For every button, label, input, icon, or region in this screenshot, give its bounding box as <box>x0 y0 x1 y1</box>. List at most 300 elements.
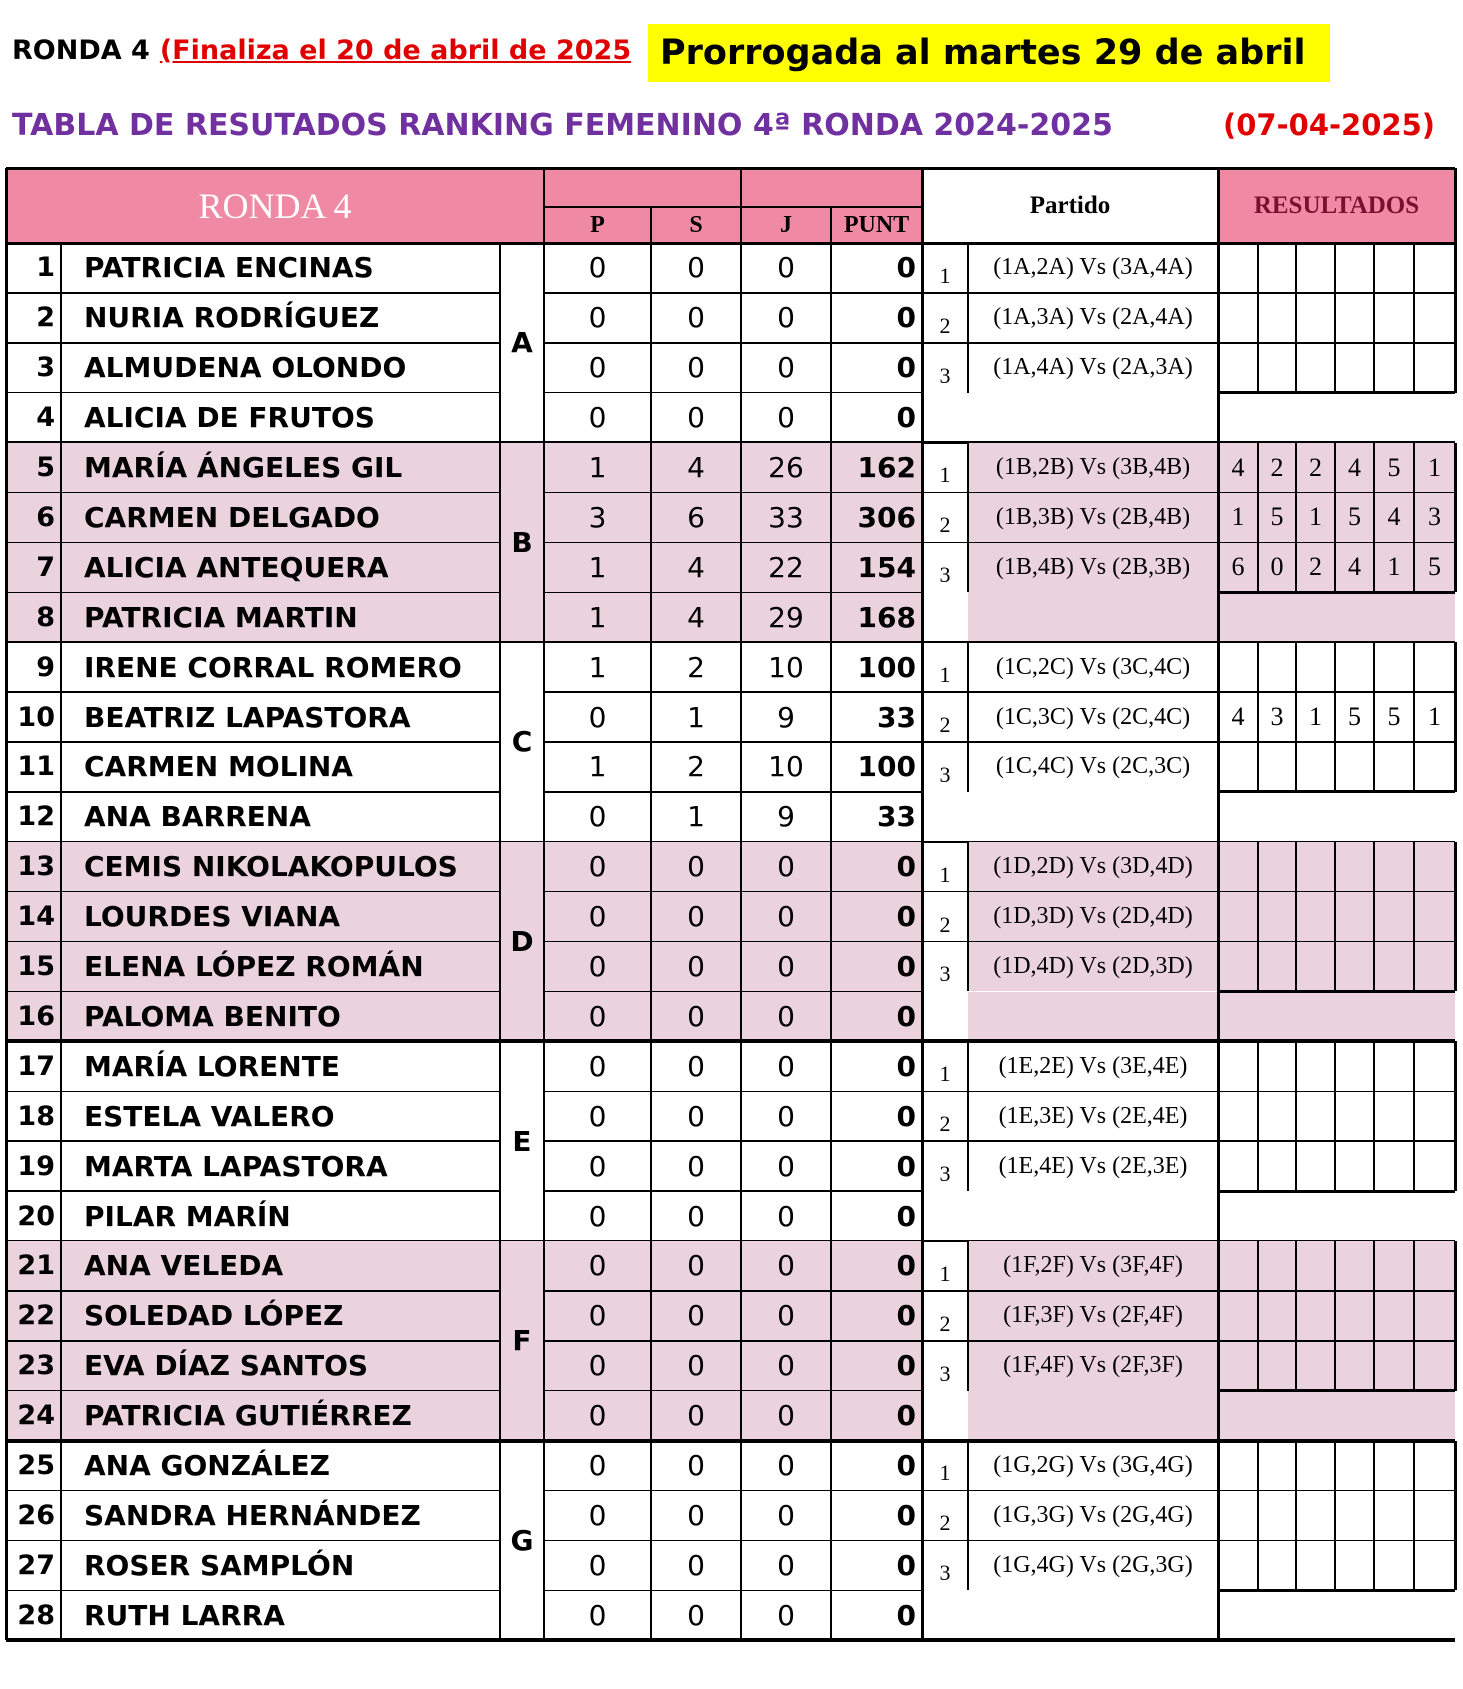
match-pairing: (1B,4B) Vs (2B,3B) <box>968 542 1218 592</box>
player-punt: 0 <box>831 842 922 892</box>
match-result-set <box>1258 343 1296 393</box>
player-punt: 0 <box>896 401 916 435</box>
grid-line <box>1218 1140 1455 1142</box>
match-result-set <box>1414 942 1455 992</box>
match-result-set <box>1374 243 1414 293</box>
grid-line <box>1218 990 1455 993</box>
player-number: 11 <box>17 751 55 783</box>
match-result-set <box>1335 293 1374 343</box>
player-s: 0 <box>687 1449 705 1483</box>
match-pairing-empty <box>968 1191 1218 1241</box>
grid-line <box>1413 1241 1415 1391</box>
match-pairing: (1F,3F) Vs (2F,4F) <box>968 1291 1218 1341</box>
match-pairing: (1G,2G) Vs (3G,4G) <box>993 1452 1193 1479</box>
player-s: 0 <box>687 1149 705 1183</box>
player-p: 1 <box>544 592 651 642</box>
player-s: 6 <box>651 493 741 543</box>
match-number: 1 <box>939 1260 951 1286</box>
group-c-letter: C <box>511 725 533 759</box>
match-result-set <box>1258 1141 1296 1191</box>
grid-line <box>1218 941 1455 943</box>
grid-line <box>6 342 500 344</box>
player-j: 0 <box>777 401 795 435</box>
grid-line <box>60 243 62 443</box>
player-s: 0 <box>651 892 741 942</box>
grid-line <box>5 443 8 643</box>
match-result-set <box>1335 1041 1374 1091</box>
player-punt: 0 <box>896 1449 916 1483</box>
match-result-set <box>1414 1241 1455 1291</box>
grid-line <box>921 842 924 1042</box>
match-pairing: (1C,2C) Vs (3C,4C) <box>995 653 1191 680</box>
grid-line <box>740 642 742 842</box>
grid-line <box>1218 1340 1455 1342</box>
group-b-letter: B <box>500 443 544 643</box>
col-header-j: J <box>780 211 792 238</box>
match-result-set <box>1414 343 1455 393</box>
match-number-empty <box>922 592 968 642</box>
grid-line <box>544 991 922 993</box>
grid-line <box>1218 391 1455 394</box>
match-result-set <box>1335 1441 1374 1491</box>
player-p: 1 <box>544 443 651 493</box>
match-result-set <box>1218 293 1258 343</box>
grid-line <box>544 1540 922 1542</box>
match-result-set: 1 <box>1374 542 1414 592</box>
match-result-set <box>1374 942 1414 992</box>
grid-line <box>5 168 8 243</box>
player-number: 12 <box>17 801 55 833</box>
round-label: RONDA 4 <box>12 34 150 66</box>
match-result-set <box>1335 343 1374 393</box>
match-result-set <box>1296 1141 1335 1191</box>
grid-line <box>1334 443 1336 593</box>
match-result-set <box>1258 1540 1296 1590</box>
grid-line <box>1454 842 1457 992</box>
grid-line <box>740 1041 742 1241</box>
player-j: 0 <box>741 1391 831 1441</box>
match-result-set <box>1335 642 1374 692</box>
grid-line <box>60 1041 62 1241</box>
match-result-set: 1 <box>1296 493 1335 543</box>
player-j: 0 <box>741 992 831 1042</box>
grid-line <box>1413 1441 1415 1591</box>
grid-line <box>1218 1190 1455 1193</box>
match-result-set: 4 <box>1374 493 1414 543</box>
match-result-set <box>1414 892 1455 942</box>
grid-line <box>1218 790 1455 793</box>
match-number: 2 <box>939 911 951 937</box>
match-result-set <box>1374 1441 1414 1491</box>
match-result-set <box>1374 1341 1414 1391</box>
player-punt: 0 <box>896 1149 916 1183</box>
player-j: 9 <box>777 800 795 834</box>
grid-line <box>544 941 922 943</box>
grid-line <box>544 1590 922 1592</box>
grid-line <box>1217 1041 1220 1241</box>
group-f-letter: F <box>500 1241 544 1441</box>
match-result-set <box>1374 1291 1414 1341</box>
match-pairing: (1A,4A) Vs (2A,3A) <box>993 354 1193 381</box>
grid-line <box>1218 542 1455 544</box>
grid-line <box>1218 1589 1455 1592</box>
player-number: 18 <box>17 1100 55 1132</box>
player-punt: 0 <box>831 1241 922 1291</box>
player-s: 0 <box>651 992 741 1042</box>
grid-line <box>1295 243 1297 393</box>
player-j: 0 <box>777 351 795 385</box>
match-result-set <box>1258 892 1296 942</box>
player-punt: 0 <box>831 1341 922 1391</box>
grid-line <box>1257 243 1259 393</box>
grid-line <box>6 1390 500 1392</box>
player-punt: 0 <box>831 942 922 992</box>
player-j: 0 <box>741 1341 831 1391</box>
player-name: ANA VELEDA <box>61 1241 500 1291</box>
group-d-letter: D <box>500 842 544 1042</box>
grid-line <box>543 443 545 643</box>
player-p: 0 <box>544 1291 651 1341</box>
player-punt: 162 <box>831 443 922 493</box>
grid-line <box>830 1441 832 1641</box>
match-result-set: 5 <box>1374 443 1414 493</box>
player-s: 0 <box>687 1049 705 1083</box>
grid-line <box>6 1290 500 1292</box>
grid-line <box>544 542 922 544</box>
grid-line <box>5 1041 8 1241</box>
grid-line <box>544 691 922 693</box>
grid-line <box>543 243 545 443</box>
grid-line <box>921 243 924 443</box>
player-punt: 100 <box>857 650 916 684</box>
grid-line <box>1413 243 1415 393</box>
player-j: 0 <box>777 1199 795 1233</box>
player-name: PATRICIA ENCINAS <box>84 251 374 285</box>
match-result-set <box>1296 293 1335 343</box>
page-date: (07-04-2025) <box>1223 108 1436 142</box>
player-j: 33 <box>741 493 831 543</box>
grid-line <box>1218 1540 1455 1542</box>
player-p: 1 <box>544 542 651 592</box>
grid-line <box>544 292 922 294</box>
player-j: 22 <box>741 542 831 592</box>
match-result-set <box>1414 293 1455 343</box>
match-result-set <box>1218 1141 1258 1191</box>
grid-line <box>967 243 969 393</box>
match-number: 1 <box>939 1061 951 1087</box>
grid-line <box>967 1441 969 1591</box>
match-result-set <box>1374 1041 1414 1091</box>
player-p: 0 <box>588 301 607 335</box>
grid-line <box>650 842 652 1042</box>
player-j: 0 <box>777 1449 795 1483</box>
player-p: 0 <box>588 700 607 734</box>
grid-line <box>967 642 969 792</box>
grid-line <box>544 1340 922 1342</box>
grid-line <box>650 1241 652 1441</box>
player-number: 17 <box>17 1050 55 1082</box>
player-punt: 0 <box>896 351 916 385</box>
match-number: 1 <box>939 262 951 288</box>
grid-line <box>921 642 924 842</box>
player-number: 13 <box>6 842 61 892</box>
player-j: 0 <box>777 1149 795 1183</box>
match-result-set <box>1335 1341 1374 1391</box>
results-empty <box>1218 1191 1455 1241</box>
grid-line <box>830 1241 832 1441</box>
player-s: 4 <box>651 443 741 493</box>
player-punt: 0 <box>896 1548 916 1582</box>
player-number: 19 <box>17 1150 55 1182</box>
match-number: 1 <box>939 861 951 887</box>
match-result-set <box>1374 742 1414 792</box>
grid-line <box>1217 243 1220 443</box>
match-result-set <box>1374 1141 1414 1191</box>
grid-line <box>544 592 922 594</box>
match-result-set <box>1258 1241 1296 1291</box>
player-number: 16 <box>6 992 61 1042</box>
player-number: 20 <box>17 1200 55 1232</box>
grid-line <box>6 492 500 494</box>
grid-line <box>967 1041 969 1191</box>
grid-line <box>1218 1490 1455 1492</box>
grid-line <box>544 1140 922 1142</box>
grid-line <box>544 1091 922 1093</box>
player-s: 0 <box>687 251 705 285</box>
grid-line <box>1413 642 1415 792</box>
player-punt: 0 <box>831 1391 922 1441</box>
player-punt: 100 <box>857 750 916 784</box>
player-number: 7 <box>6 542 61 592</box>
player-name: MARÍA LORENTE <box>84 1049 340 1083</box>
grid-line <box>6 392 500 394</box>
match-result-set <box>1296 1341 1335 1391</box>
player-name: PALOMA BENITO <box>61 992 500 1042</box>
extension-banner: Prorrogada al martes 29 de abril <box>648 24 1330 82</box>
grid-line <box>60 1441 62 1641</box>
grid-line <box>544 1390 922 1392</box>
match-pairing: (1E,2E) Vs (3E,4E) <box>998 1052 1188 1079</box>
match-result-set <box>1335 1241 1374 1291</box>
player-punt: 0 <box>896 1199 916 1233</box>
grid-line <box>544 741 922 743</box>
player-p: 0 <box>544 1341 651 1391</box>
grid-line <box>5 243 8 443</box>
player-j: 10 <box>768 650 804 684</box>
match-result-set <box>1335 1540 1374 1590</box>
player-punt: 33 <box>877 700 916 734</box>
player-name: PATRICIA MARTIN <box>61 592 500 642</box>
player-punt: 0 <box>831 892 922 942</box>
grid-line <box>6 891 500 893</box>
results-empty <box>1218 592 1455 642</box>
player-name: CEMIS NIKOLAKOPULOS <box>61 842 500 892</box>
player-p: 0 <box>544 892 651 942</box>
player-s: 2 <box>687 650 705 684</box>
grid-line <box>1373 243 1375 393</box>
match-result-set <box>1218 1441 1258 1491</box>
player-number: 14 <box>6 892 61 942</box>
match-result-set <box>1296 243 1335 293</box>
grid-line <box>544 791 922 793</box>
match-number: 3 <box>939 961 951 987</box>
player-p: 0 <box>588 1548 607 1582</box>
grid-line <box>5 842 8 1042</box>
match-result-set: 5 <box>1258 493 1296 543</box>
match-result-set <box>1296 642 1335 692</box>
match-result-set: 4 <box>1231 702 1245 732</box>
grid-line <box>1413 1041 1415 1191</box>
match-result-set: 5 <box>1335 493 1374 543</box>
match-result-set <box>1258 1341 1296 1391</box>
match-result-set <box>1374 1091 1414 1141</box>
match-number: 1 <box>939 462 951 488</box>
player-punt: 0 <box>896 1049 916 1083</box>
match-result-set <box>1218 1041 1258 1091</box>
player-s: 0 <box>687 1498 705 1532</box>
match-result-set <box>1296 1491 1335 1541</box>
player-p: 3 <box>544 493 651 543</box>
grid-line <box>544 342 922 344</box>
grid-line <box>6 1091 500 1093</box>
player-s: 0 <box>687 1598 705 1632</box>
player-j: 0 <box>777 1598 795 1632</box>
grid-line <box>6 1140 500 1142</box>
grid-line <box>544 1190 922 1192</box>
grid-line <box>6 542 500 544</box>
grid-line <box>1218 691 1455 693</box>
grid-line <box>6 1340 500 1342</box>
grid-line <box>544 492 922 494</box>
player-name: PILAR MARÍN <box>84 1199 291 1233</box>
player-s: 0 <box>651 842 741 892</box>
grid-line <box>921 168 924 243</box>
match-result-set <box>1218 842 1258 892</box>
player-punt: 0 <box>831 1291 922 1341</box>
match-result-set <box>1296 1091 1335 1141</box>
grid-line <box>1413 842 1415 992</box>
grid-line <box>543 1041 545 1241</box>
player-name: CARMEN MOLINA <box>84 750 353 784</box>
player-s: 0 <box>651 1391 741 1441</box>
player-number: 27 <box>17 1549 55 1581</box>
group-e-letter: E <box>512 1124 532 1158</box>
grid-line <box>740 1241 742 1441</box>
grid-line <box>740 842 742 1042</box>
player-j: 0 <box>741 842 831 892</box>
grid-line <box>1334 1241 1336 1391</box>
grid-line <box>1295 443 1297 593</box>
match-result-set <box>1296 1041 1335 1091</box>
grid-line <box>543 842 545 1042</box>
match-result-set: 2 <box>1296 542 1335 592</box>
page-title: TABLA DE RESUTADOS RANKING FEMENINO 4ª RONDA 2024-2025 <box>12 108 1113 143</box>
match-result-set <box>1296 942 1335 992</box>
player-p: 0 <box>588 251 607 285</box>
match-result-set <box>1335 1091 1374 1141</box>
player-j: 0 <box>777 301 795 335</box>
match-pairing: (1D,2D) Vs (3D,4D) <box>968 842 1218 892</box>
match-pairing: (1D,3D) Vs (2D,4D) <box>968 892 1218 942</box>
player-number: 4 <box>36 402 55 434</box>
grid-line <box>499 1441 501 1641</box>
grid-line <box>60 1241 62 1441</box>
player-s: 0 <box>651 1291 741 1341</box>
match-result-set: 2 <box>1258 443 1296 493</box>
grid-line <box>1413 443 1415 593</box>
grid-line <box>60 443 62 643</box>
player-j: 10 <box>768 750 804 784</box>
player-j: 0 <box>741 942 831 992</box>
match-result-set <box>1374 293 1414 343</box>
grid-line <box>499 443 501 643</box>
grid-line <box>1257 642 1259 792</box>
player-p: 0 <box>588 1099 607 1133</box>
grid-line <box>6 1590 500 1592</box>
player-name: PATRICIA GUTIÉRREZ <box>61 1391 500 1441</box>
match-number-empty <box>922 992 968 1042</box>
group-a-letter: A <box>511 326 533 360</box>
results-empty <box>1218 792 1455 842</box>
match-result-set <box>1258 243 1296 293</box>
grid-line <box>1295 842 1297 992</box>
grid-line <box>544 1290 922 1292</box>
match-result-set <box>1335 942 1374 992</box>
player-s: 0 <box>687 1548 705 1582</box>
grid-line <box>1454 1041 1457 1191</box>
player-name: IRENE CORRAL ROMERO <box>84 650 462 684</box>
player-j: 0 <box>777 1548 795 1582</box>
player-name: SOLEDAD LÓPEZ <box>61 1291 500 1341</box>
player-p: 0 <box>588 1449 607 1483</box>
match-number: 3 <box>939 562 951 588</box>
grid-line <box>1257 443 1259 593</box>
player-number: 2 <box>36 302 55 334</box>
match-result-set <box>1335 742 1374 792</box>
player-p: 0 <box>544 1241 651 1291</box>
grid-line <box>6 741 500 743</box>
player-j: 29 <box>741 592 831 642</box>
match-pairing: (1A,2A) Vs (3A,4A) <box>993 254 1193 281</box>
match-result-set <box>1296 1540 1335 1590</box>
grid-line <box>6 292 500 294</box>
match-pairing: (1D,4D) Vs (2D,3D) <box>968 942 1218 992</box>
grid-line <box>1334 1441 1336 1591</box>
grid-line <box>967 443 969 593</box>
player-p: 0 <box>544 842 651 892</box>
match-result-set <box>1414 742 1455 792</box>
match-result-set <box>1218 1540 1258 1590</box>
player-name: ROSER SAMPLÓN <box>84 1548 355 1582</box>
match-pairing-empty <box>968 1590 1218 1640</box>
match-result-set <box>1218 1341 1258 1391</box>
player-name: EVA DÍAZ SANTOS <box>61 1341 500 1391</box>
player-s: 0 <box>687 401 705 435</box>
grid-line <box>830 243 832 443</box>
player-punt: 0 <box>896 1099 916 1133</box>
grid-line <box>543 168 545 243</box>
match-result-set <box>1374 1491 1414 1541</box>
grid-line <box>1217 842 1220 1042</box>
player-name: BEATRIZ LAPASTORA <box>84 700 411 734</box>
match-result-set: 4 <box>1335 443 1374 493</box>
player-s: 0 <box>687 1199 705 1233</box>
grid-line <box>1334 1041 1336 1191</box>
match-result-set <box>1258 1091 1296 1141</box>
col-header-p: P <box>590 211 605 238</box>
match-pairing: (1G,3G) Vs (2G,4G) <box>993 1501 1193 1528</box>
player-punt: 0 <box>896 1498 916 1532</box>
